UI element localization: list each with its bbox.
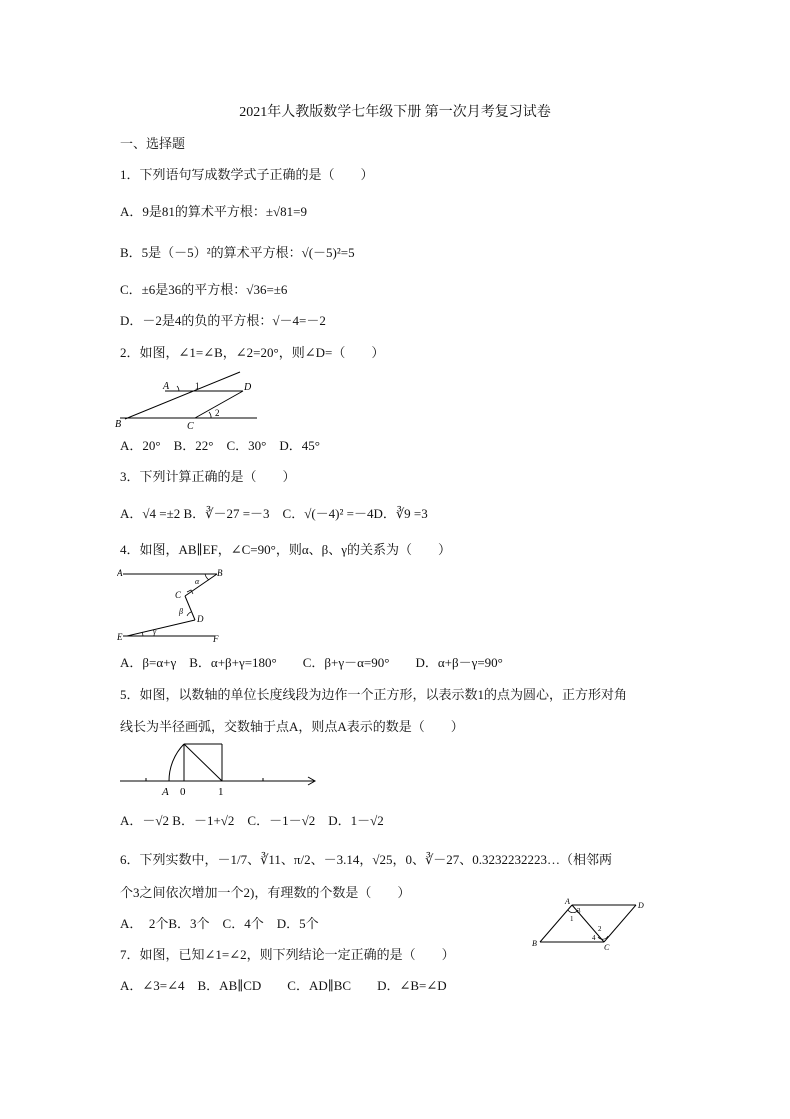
q7-stem: 7．如图，已知∠1=∠2，则下列结论一定正确的是（ ） xyxy=(120,947,455,962)
q1-option-c: C．±6是36的平方根：√36=±6 xyxy=(120,282,288,297)
q1-option-d: D．－2是4的负的平方根：√－4=－2 xyxy=(120,313,326,328)
q4-label-f: F xyxy=(213,634,219,644)
q3-options: A．√4 =±2 B．∛－27 =－3 C．√(－4)² =－4D．∛9 =3 xyxy=(120,506,428,521)
q4-label-e: E xyxy=(117,632,123,642)
q2-angle-2: 2 xyxy=(215,408,220,418)
q1-option-b: B．5是（－5）²的算术平方根：√(－5)²=5 xyxy=(120,245,355,260)
q4-label-b: B xyxy=(217,568,223,578)
q4-figure xyxy=(117,566,227,644)
q5-options: A．－√2 B．－1+√2 C．－1－√2 D．1－√2 xyxy=(120,813,384,828)
q2-figure xyxy=(115,367,265,432)
q2-label-d: D xyxy=(244,382,252,393)
q7-label-b: B xyxy=(532,939,537,948)
q5-stem-line1: 5．如图，以数轴的单位长度线段为边作一个正方形，以表示数1的点为圆心，正方形对角 xyxy=(120,687,628,702)
q7-angle-4: 4 xyxy=(592,934,596,942)
q5-stem-line2: 线长为半径画弧，交数轴于点A，则点A表示的数是（ ） xyxy=(120,719,464,734)
q2-angle-1: 1 xyxy=(195,381,200,391)
q7-angle-1: 1 xyxy=(570,915,574,923)
q7-label-d: D xyxy=(638,901,644,910)
q7-figure xyxy=(532,896,652,951)
q6-options: A． 2个B．3个 C．4个 D．5个 xyxy=(120,916,319,931)
q4-alpha: α xyxy=(195,577,200,586)
q2-label-b: B xyxy=(115,419,122,430)
q4-label-c: C xyxy=(175,590,182,600)
q7-angle-3: 3 xyxy=(577,907,581,915)
q5-figure xyxy=(118,740,324,800)
q1-option-a: A．9是81的算术平方根：±√81=9 xyxy=(120,204,307,219)
q1-stem: 1．下列语句写成数学式子正确的是（ ） xyxy=(120,167,374,182)
q2-options: A．20° B．22° C．30° D．45° xyxy=(120,438,320,453)
q4-stem: 4．如图，AB∥EF，∠C=90°，则α、β、γ的关系为（ ） xyxy=(120,542,451,557)
q6-stem-line1: 6．下列实数中，－1/7、∛11、π/2、－3.14，√25，0、∛－27、0.3232232223…（相邻两 xyxy=(120,852,613,867)
q6-stem-line2: 个3之间依次增加一个2)，有理数的个数是（ ） xyxy=(120,885,411,900)
q2-stem: 2．如图，∠1=∠B，∠2=20°，则∠D=（ ） xyxy=(120,345,385,360)
q5-label-a: A xyxy=(162,786,169,798)
q2-label-a: A xyxy=(163,381,170,392)
q7-label-c: C xyxy=(604,943,610,951)
q4-label-a: A xyxy=(117,568,123,578)
section-heading: 一、选择题 xyxy=(120,136,186,151)
q5-label-zero: 0 xyxy=(180,786,186,798)
page-title: 2021年人教版数学七年级下册 第一次月考复习试卷 xyxy=(239,105,551,120)
q3-stem: 3．下列计算正确的是（ ） xyxy=(120,469,296,484)
q2-label-c: C xyxy=(187,421,194,432)
q4-gamma: γ xyxy=(153,627,157,636)
q7-options: A．∠3=∠4 B．AB∥CD C．AD∥BC D．∠B=∠D xyxy=(120,978,447,993)
q4-options: A．β=α+γ B．α+β+γ=180° C．β+γ－α=90° D．α+β－γ=90° xyxy=(120,655,503,670)
q7-angle-2: 2 xyxy=(598,925,602,933)
q4-beta: β xyxy=(179,607,183,616)
q4-label-d: D xyxy=(197,614,204,624)
q7-label-a: A xyxy=(565,897,570,906)
q5-label-one: 1 xyxy=(218,786,224,798)
